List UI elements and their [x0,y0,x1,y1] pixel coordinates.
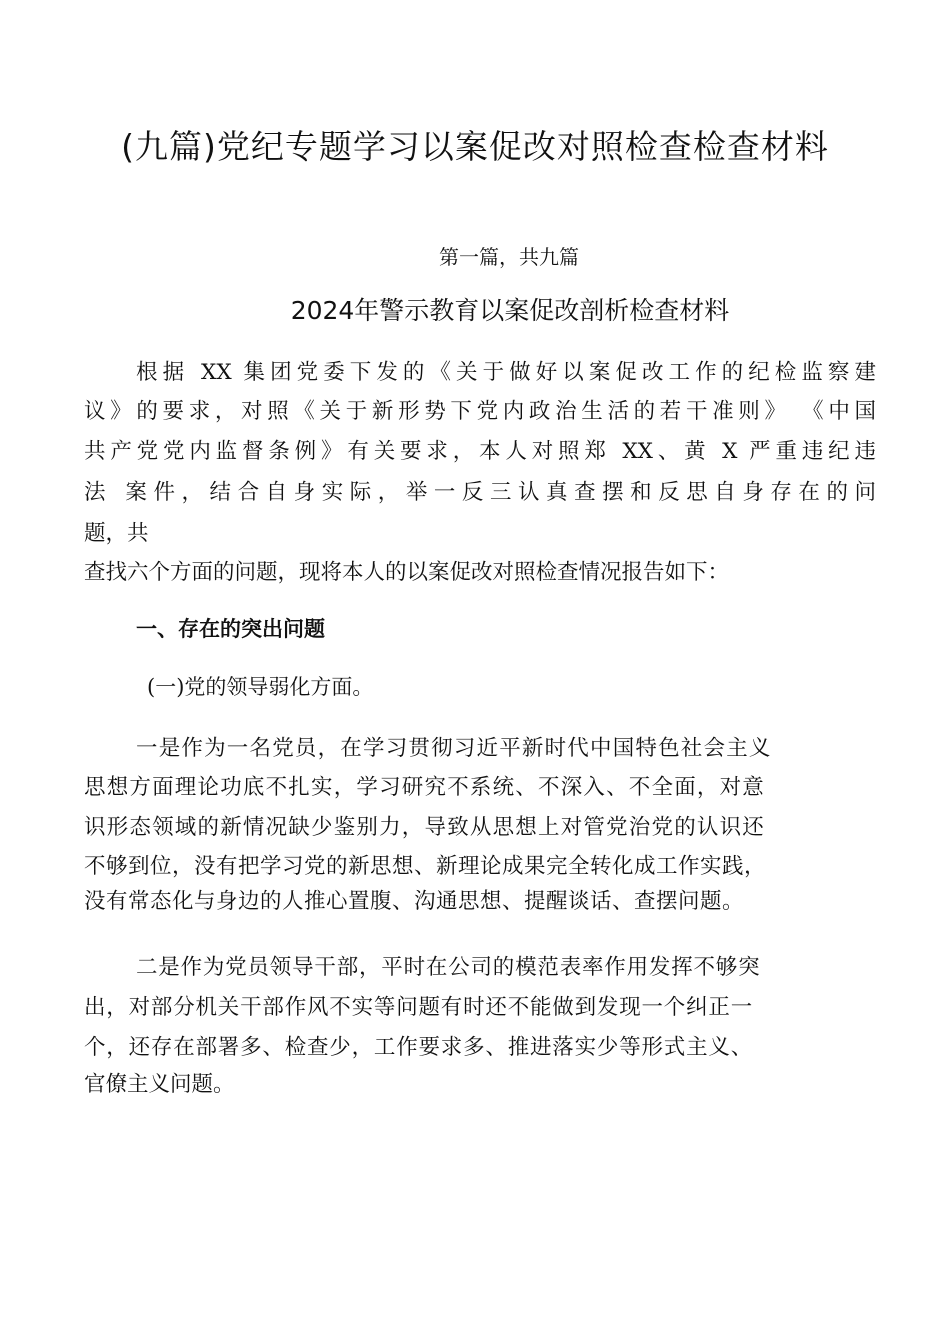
paragraph-line: 一是作为一名党员，在学习贯彻习近平新时代中国特色社会主义 [136,736,772,761]
subsection-heading: (一)党的领导弱化方面。 [147,675,374,699]
paragraph-line: 没有常态化与身边的人推心置腹、沟通思想、提醒谈话、查摆问题。 [84,889,745,914]
paragraph-line: 思想方面理论功底不扎实，学习研究不系统、不深入、不全面，对意 [84,775,766,800]
section-heading: 一、存在的突出问题 [136,617,325,641]
intro-line: 议》的要求，对照《关于新形势下党内政治生活的若干准则》 《中国 [84,399,876,424]
intro-line: 共产党党内监督条例》有关要求，本人对照郑 XX、黄 X 严重违纪违 [84,439,876,464]
paragraph-line: 二是作为党员领导干部，平时在公司的模范表率作用发挥不够突 [136,955,761,980]
intro-line: 法 案件，结合自身实际，举一反三认真查摆和反思自身存在的问 [84,480,876,505]
paragraph-line: 不够到位，没有把学习党的新思想、新理论成果完全转化成工作实践， [84,854,767,879]
paragraph-line: 官僚主义问题。 [84,1072,235,1097]
intro-line: 题，共 [84,521,149,546]
paragraph-line: 个，还存在部署多、检查少，工作要求多、推进落实少等形式主义、 [84,1035,754,1060]
document-subtitle: 2024年警示教育以案促改剖析检查材料 [290,296,730,325]
document-title: (九篇)党纪专题学习以案促改对照检查检查材料 [121,127,829,166]
part-label: 第一篇，共九篇 [439,245,579,269]
intro-line: 根据 XX 集团党委下发的《关于做好以案促改工作的纪检监察建 [136,360,876,385]
paragraph-line: 出，对部分机关干部作风不实等问题有时还不能做到发现一个纠正一 [84,995,754,1020]
intro-line: 查找六个方面的问题，现将本人的以案促改对照检查情况报告如下： [84,560,730,585]
paragraph-line: 识形态领域的新情况缺少鉴别力，导致从思想上对管党治党的认识还 [84,815,766,840]
